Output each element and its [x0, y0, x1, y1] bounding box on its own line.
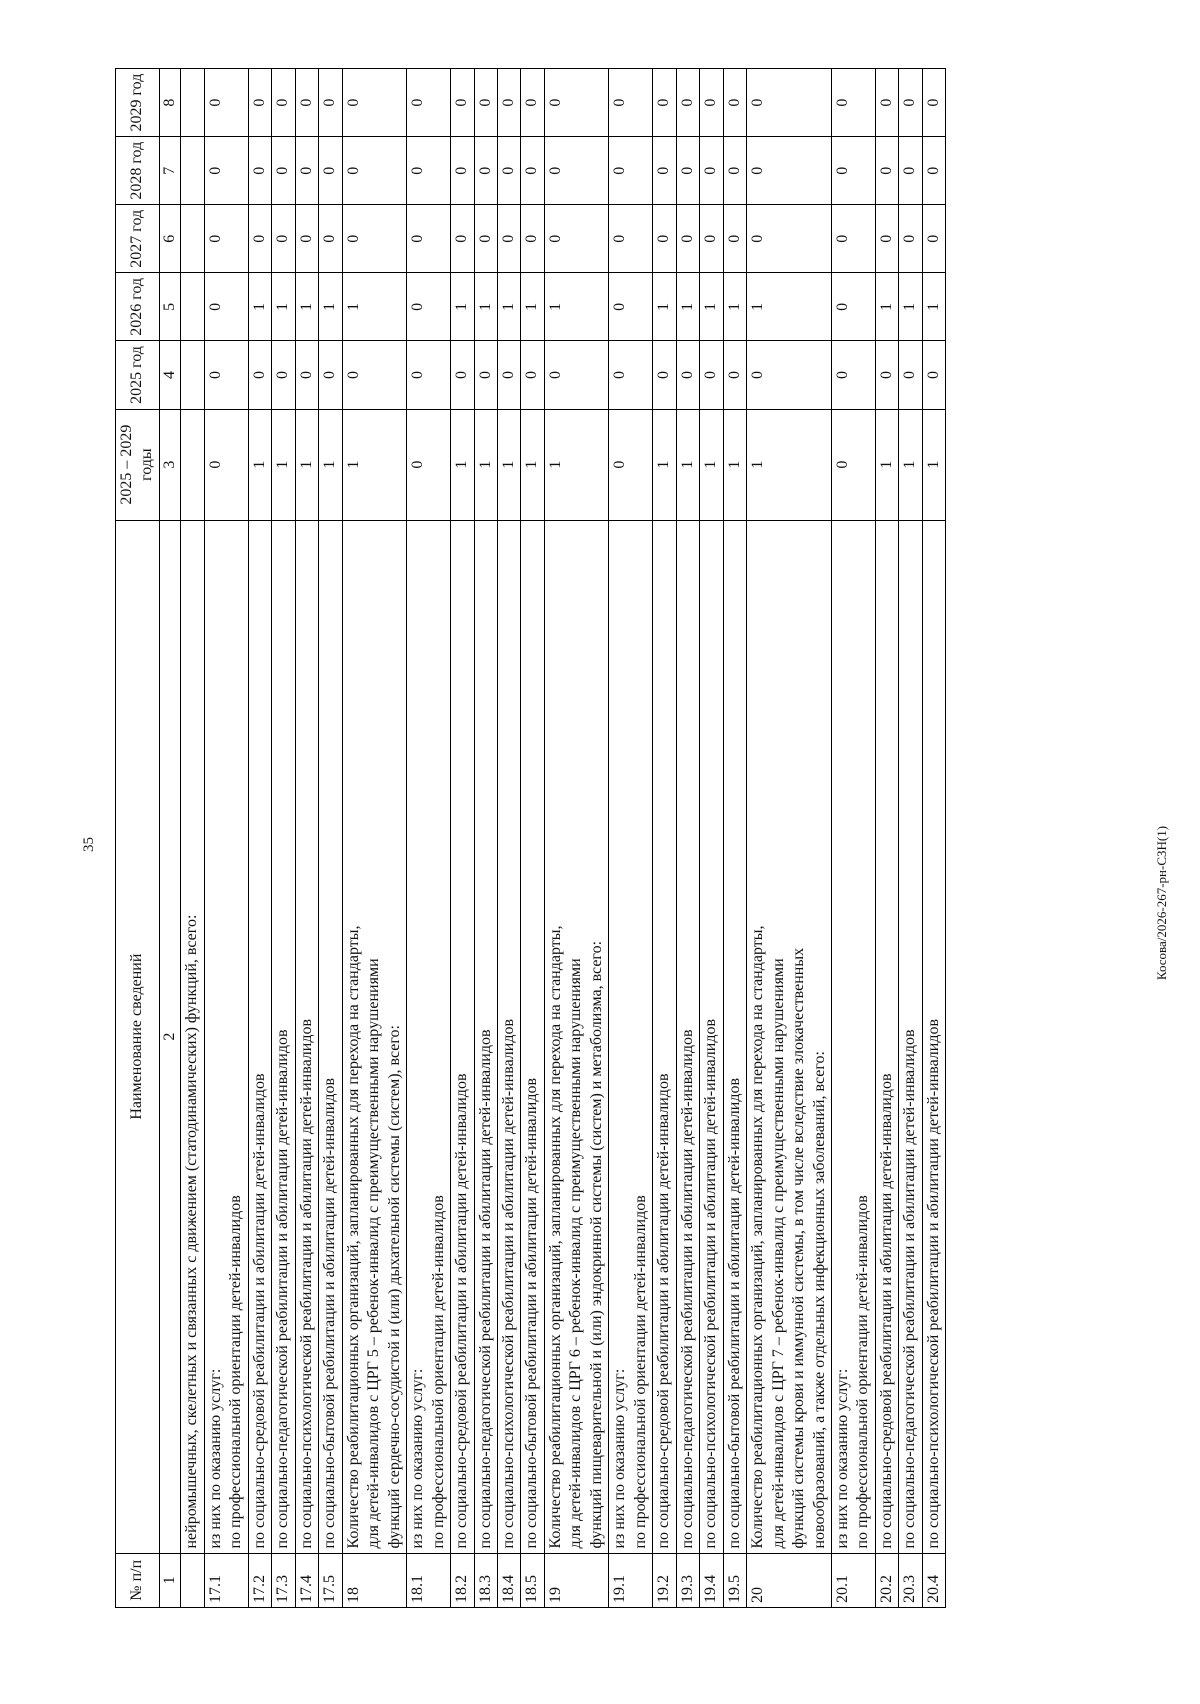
- description-line: Количество реабилитационных организаций, запланированных для перехода на стандарты,: [749, 925, 767, 1549]
- value-cell: 0: [295, 137, 318, 205]
- description-line: по социально-средовой реабилитации и абилитации детей-инвалидов: [453, 1073, 471, 1549]
- value-cell: 0: [407, 137, 451, 205]
- value-cell: 0: [832, 273, 876, 341]
- page-number: 35: [81, 837, 97, 852]
- value-cell: 0: [295, 205, 318, 273]
- description-line: по социально-психологической реабилитации и абилитации детей-инвалидов: [297, 1018, 315, 1549]
- value-cell: 0: [248, 137, 271, 205]
- table-row: [747, 69, 832, 1608]
- row-description: [832, 520, 876, 1553]
- value-cell: 1: [723, 273, 746, 341]
- value-cell: 1: [676, 409, 699, 520]
- value-cell: 1: [700, 273, 723, 341]
- value-cell: 0: [451, 69, 474, 137]
- value-cell: 0: [653, 341, 676, 409]
- value-cell: 1: [474, 409, 497, 520]
- table-row: [521, 69, 544, 1608]
- description-line: по социально-педагогической реабилитации и абилитации детей-инвалидов: [678, 1029, 696, 1549]
- header-row: [116, 69, 160, 1608]
- row-description: [319, 520, 342, 1553]
- description-line: из них по оказанию услуг:: [834, 1368, 851, 1549]
- row-description: [653, 520, 676, 1553]
- table-row: [474, 69, 497, 1608]
- row-description: [474, 520, 497, 1553]
- table-row: [248, 69, 271, 1608]
- value-cell: 0: [922, 69, 945, 137]
- value-cell: 1: [497, 409, 520, 520]
- table-row: [899, 69, 922, 1608]
- value-cell: 0: [295, 69, 318, 137]
- row-number: 20.2: [875, 1553, 898, 1607]
- table-row: [451, 69, 474, 1608]
- row-number: 17.2: [248, 1553, 271, 1607]
- value-cell: 0: [474, 341, 497, 409]
- row-description: [676, 520, 699, 1553]
- row-number: 20: [747, 1553, 832, 1607]
- value-cell: 0: [497, 69, 520, 137]
- value-cell: 1: [521, 273, 544, 341]
- row-number: [181, 1553, 204, 1607]
- value-cell: 0: [832, 137, 876, 205]
- index-cell: 6: [159, 205, 180, 273]
- value-cell: 1: [497, 273, 520, 341]
- value-cell: 1: [342, 273, 406, 341]
- value-cell: 0: [451, 341, 474, 409]
- value-cell: 0: [544, 137, 608, 205]
- value-cell: 0: [295, 341, 318, 409]
- value-cell: 0: [747, 205, 832, 273]
- value-cell: 0: [407, 205, 451, 273]
- value-cell: 0: [407, 409, 451, 520]
- index-cell: 7: [159, 137, 180, 205]
- index-cell: 5: [159, 273, 180, 341]
- value-cell: 0: [521, 137, 544, 205]
- description-line: по социально-психологической реабилитации и абилитации детей-инвалидов: [702, 1018, 720, 1549]
- value-cell: 0: [204, 137, 248, 205]
- header-2029: 2029 год: [116, 69, 160, 137]
- value-cell: 0: [609, 409, 653, 520]
- value-cell: 0: [204, 69, 248, 137]
- value-cell: 0: [723, 341, 746, 409]
- row-number: 17.3: [272, 1553, 295, 1607]
- value-cell: 0: [474, 137, 497, 205]
- value-cell: 1: [272, 273, 295, 341]
- table-row: [342, 69, 406, 1608]
- header-2025: 2025 год: [116, 341, 160, 409]
- value-cell: 0: [922, 205, 945, 273]
- value-cell: 0: [521, 69, 544, 137]
- value-cell: 0: [700, 137, 723, 205]
- value-cell: 0: [747, 341, 832, 409]
- description-line: для детей-инвалидов с ЦРГ 6 – ребенок-инвалид с преимущественными нарушениями: [567, 958, 585, 1549]
- description-line: по социально-средовой реабилитации и абилитации детей-инвалидов: [250, 1073, 268, 1549]
- row-description: [922, 520, 945, 1553]
- header-name: Наименование сведений: [116, 520, 160, 1553]
- description-line: для детей-инвалидов с ЦРГ 7 – ребенок-инвалид с преимущественными нарушениями: [769, 958, 787, 1549]
- value-cell: 0: [609, 137, 653, 205]
- table-row: [609, 69, 653, 1608]
- table-row: [181, 69, 204, 1608]
- description-line: по социально-психологической реабилитации и абилитации детей-инвалидов: [924, 1018, 942, 1549]
- description-line: Количество реабилитационных организаций, запланированных для перехода на стандарты,: [344, 925, 362, 1549]
- value-cell: 0: [676, 205, 699, 273]
- value-cell: 0: [676, 341, 699, 409]
- value-cell: 1: [544, 409, 608, 520]
- table-body: [181, 69, 946, 1608]
- row-description: [875, 520, 898, 1553]
- row-number: 20.3: [899, 1553, 922, 1607]
- index-cell: 4: [159, 341, 180, 409]
- description-line: по социально-бытовой реабилитации и абилитации детей-инвалидов: [523, 1077, 541, 1549]
- value-cell: 0: [407, 69, 451, 137]
- description-line: по социально-психологической реабилитации и абилитации детей-инвалидов: [499, 1018, 517, 1549]
- row-description: [342, 520, 406, 1553]
- value-cell: 0: [204, 341, 248, 409]
- row-description: [747, 520, 832, 1553]
- row-description: [451, 520, 474, 1553]
- value-cell: 1: [474, 273, 497, 341]
- value-cell: 0: [609, 205, 653, 273]
- value-cell: [181, 205, 204, 273]
- value-cell: 0: [609, 341, 653, 409]
- description-line: новообразований, а также отдельных инфекционных заболеваний, всего:: [810, 1051, 828, 1549]
- value-cell: 0: [272, 137, 295, 205]
- value-cell: 0: [899, 341, 922, 409]
- description-line: функций пищеварительной и (или) эндокринной системы (систем) и метаболизма, всего:: [587, 940, 605, 1549]
- index-cell: 8: [159, 69, 180, 137]
- row-description: [497, 520, 520, 1553]
- value-cell: 0: [204, 273, 248, 341]
- description-line: по социально-педагогической реабилитации и абилитации детей-инвалидов: [274, 1029, 292, 1549]
- row-number: 19.5: [723, 1553, 746, 1607]
- value-cell: 0: [474, 205, 497, 273]
- row-number: 19.3: [676, 1553, 699, 1607]
- value-cell: 1: [451, 409, 474, 520]
- value-cell: 1: [875, 273, 898, 341]
- value-cell: 1: [875, 409, 898, 520]
- row-number: 19.4: [700, 1553, 723, 1607]
- value-cell: 0: [248, 205, 271, 273]
- row-number: 18.5: [521, 1553, 544, 1607]
- description-line: функций сердечно-сосудистой и (или) дыхательной системы (систем), всего:: [385, 1025, 403, 1549]
- row-description: [899, 520, 922, 1553]
- row-description: [248, 520, 271, 1553]
- table-row: [497, 69, 520, 1608]
- table-row: [700, 69, 723, 1608]
- value-cell: 0: [832, 409, 876, 520]
- value-cell: 0: [248, 341, 271, 409]
- value-cell: 1: [899, 273, 922, 341]
- value-cell: [181, 341, 204, 409]
- value-cell: 0: [319, 69, 342, 137]
- value-cell: 1: [248, 409, 271, 520]
- row-number: 17.5: [319, 1553, 342, 1607]
- value-cell: 0: [272, 341, 295, 409]
- value-cell: 0: [653, 205, 676, 273]
- header-total: 2025 – 2029 годы: [116, 409, 160, 520]
- description-line: по социально-бытовой реабилитации и абилитации детей-инвалидов: [321, 1077, 339, 1549]
- value-cell: 0: [700, 69, 723, 137]
- value-cell: 0: [723, 69, 746, 137]
- description-line: нейромышечных, скелетных и связанных с движением (статодинамических) функций, всего:: [183, 914, 201, 1549]
- index-cell: 1: [159, 1553, 180, 1607]
- value-cell: 0: [407, 341, 451, 409]
- header-2028: 2028 год: [116, 137, 160, 205]
- header-2027: 2027 год: [116, 205, 160, 273]
- row-number: 20.4: [922, 1553, 945, 1607]
- description-line: по профессиональной ориентации детей-инвалидов: [227, 1195, 245, 1549]
- value-cell: 0: [497, 341, 520, 409]
- value-cell: [181, 69, 204, 137]
- value-cell: [181, 273, 204, 341]
- value-cell: 0: [521, 205, 544, 273]
- value-cell: 1: [653, 273, 676, 341]
- value-cell: 0: [544, 69, 608, 137]
- value-cell: 1: [653, 409, 676, 520]
- value-cell: 0: [609, 273, 653, 341]
- value-cell: 0: [474, 69, 497, 137]
- value-cell: 0: [832, 341, 876, 409]
- row-description: [272, 520, 295, 1553]
- row-description: [407, 520, 451, 1553]
- table-row: [272, 69, 295, 1608]
- table-row: [676, 69, 699, 1608]
- value-cell: 1: [544, 273, 608, 341]
- value-cell: 0: [922, 137, 945, 205]
- value-cell: 0: [899, 69, 922, 137]
- value-cell: 0: [832, 205, 876, 273]
- value-cell: 0: [700, 341, 723, 409]
- value-cell: 1: [342, 409, 406, 520]
- description-line: из них по оказанию услуг:: [206, 1368, 224, 1549]
- row-description: [181, 520, 204, 1553]
- row-number: 19: [544, 1553, 608, 1607]
- header-num: № п/п: [116, 1553, 160, 1607]
- value-cell: 0: [832, 69, 876, 137]
- value-cell: 1: [295, 273, 318, 341]
- row-number: 18: [342, 1553, 406, 1607]
- table-row: [723, 69, 746, 1608]
- value-cell: 0: [899, 205, 922, 273]
- value-cell: 0: [653, 137, 676, 205]
- value-cell: 0: [319, 205, 342, 273]
- value-cell: 0: [272, 69, 295, 137]
- value-cell: 0: [497, 137, 520, 205]
- row-description: [295, 520, 318, 1553]
- value-cell: 0: [747, 69, 832, 137]
- value-cell: 1: [899, 409, 922, 520]
- rotated-table-container: [115, 68, 946, 1608]
- value-cell: 0: [342, 69, 406, 137]
- row-description: [723, 520, 746, 1553]
- row-number: 20.1: [832, 1553, 876, 1607]
- value-cell: [181, 409, 204, 520]
- row-number: 17.4: [295, 1553, 318, 1607]
- index-cell: 3: [159, 409, 180, 520]
- value-cell: 1: [747, 409, 832, 520]
- value-cell: 0: [342, 341, 406, 409]
- row-number: 18.2: [451, 1553, 474, 1607]
- value-cell: 1: [521, 409, 544, 520]
- row-description: [700, 520, 723, 1553]
- value-cell: 0: [319, 341, 342, 409]
- value-cell: 1: [272, 409, 295, 520]
- value-cell: 1: [319, 409, 342, 520]
- row-number: 18.1: [407, 1553, 451, 1607]
- row-description: [544, 520, 608, 1553]
- value-cell: 0: [700, 205, 723, 273]
- description-line: по социально-средовой реабилитации и абилитации детей-инвалидов: [655, 1073, 673, 1549]
- value-cell: 0: [272, 205, 295, 273]
- description-line: по социально-средовой реабилитации и абилитации детей-инвалидов: [877, 1073, 895, 1549]
- table-row: [875, 69, 898, 1608]
- table-row: [204, 69, 248, 1608]
- row-description: [521, 520, 544, 1553]
- value-cell: 1: [319, 273, 342, 341]
- table-row: [295, 69, 318, 1608]
- description-line: по профессиональной ориентации детей-инвалидов: [854, 1195, 872, 1549]
- table-row: [407, 69, 451, 1608]
- description-line: по профессиональной ориентации детей-инвалидов: [631, 1195, 649, 1549]
- value-cell: 0: [922, 341, 945, 409]
- row-number: 18.4: [497, 1553, 520, 1607]
- row-description: [204, 520, 248, 1553]
- table-row: [544, 69, 608, 1608]
- value-cell: 0: [342, 205, 406, 273]
- value-cell: 0: [747, 137, 832, 205]
- row-number: 19.1: [609, 1553, 653, 1607]
- value-cell: [181, 137, 204, 205]
- row-number: 18.3: [474, 1553, 497, 1607]
- value-cell: 0: [676, 137, 699, 205]
- value-cell: 1: [295, 409, 318, 520]
- value-cell: 1: [747, 273, 832, 341]
- description-line: по социально-бытовой реабилитации и абилитации детей-инвалидов: [725, 1077, 743, 1549]
- value-cell: 1: [922, 273, 945, 341]
- description-line: Количество реабилитационных организаций, запланированных для перехода на стандарты,: [546, 925, 564, 1549]
- row-number: 17.1: [204, 1553, 248, 1607]
- row-description: [609, 520, 653, 1553]
- description-line: из них по оказанию услуг:: [409, 1368, 427, 1549]
- value-cell: 0: [875, 205, 898, 273]
- value-cell: 0: [451, 205, 474, 273]
- column-index-row: [159, 69, 180, 1608]
- description-line: по социально-педагогической реабилитации и абилитации детей-инвалидов: [476, 1029, 494, 1549]
- value-cell: 0: [875, 341, 898, 409]
- value-cell: 1: [723, 409, 746, 520]
- value-cell: 0: [497, 205, 520, 273]
- value-cell: 0: [875, 137, 898, 205]
- value-cell: 0: [544, 205, 608, 273]
- value-cell: 0: [723, 205, 746, 273]
- value-cell: 0: [319, 137, 342, 205]
- value-cell: 1: [676, 273, 699, 341]
- table-row: [653, 69, 676, 1608]
- value-cell: 0: [521, 341, 544, 409]
- document-code: Косова/2026-267-рн-СЗН(1): [1154, 825, 1170, 981]
- index-cell: 2: [159, 520, 180, 1553]
- value-cell: 0: [451, 137, 474, 205]
- value-cell: 0: [407, 273, 451, 341]
- row-number: 19.2: [653, 1553, 676, 1607]
- description-line: по социально-педагогической реабилитации и абилитации детей-инвалидов: [901, 1029, 919, 1549]
- value-cell: 0: [875, 69, 898, 137]
- value-cell: 1: [922, 409, 945, 520]
- value-cell: 0: [248, 69, 271, 137]
- description-line: по профессиональной ориентации детей-инвалидов: [429, 1195, 447, 1549]
- value-cell: 0: [676, 69, 699, 137]
- description-line: для детей-инвалидов с ЦРГ 5 – ребенок-инвалид с преимущественными нарушениями: [365, 958, 383, 1549]
- value-cell: 0: [204, 205, 248, 273]
- value-cell: 0: [609, 69, 653, 137]
- table-row: [832, 69, 876, 1608]
- value-cell: 0: [204, 409, 248, 520]
- description-line: из них по оказанию услуг:: [611, 1368, 629, 1549]
- value-cell: 0: [899, 137, 922, 205]
- value-cell: 1: [248, 273, 271, 341]
- value-cell: 0: [723, 137, 746, 205]
- value-cell: 0: [653, 69, 676, 137]
- table-row: [319, 69, 342, 1608]
- table-row: [922, 69, 945, 1608]
- value-cell: 1: [700, 409, 723, 520]
- description-line: функций системы крови и иммунной системы, в том числе вследствие злокачественных: [790, 947, 808, 1549]
- header-2026: 2026 год: [116, 273, 160, 341]
- value-cell: 0: [342, 137, 406, 205]
- value-cell: 0: [544, 341, 608, 409]
- data-table: [115, 68, 946, 1608]
- value-cell: 1: [451, 273, 474, 341]
